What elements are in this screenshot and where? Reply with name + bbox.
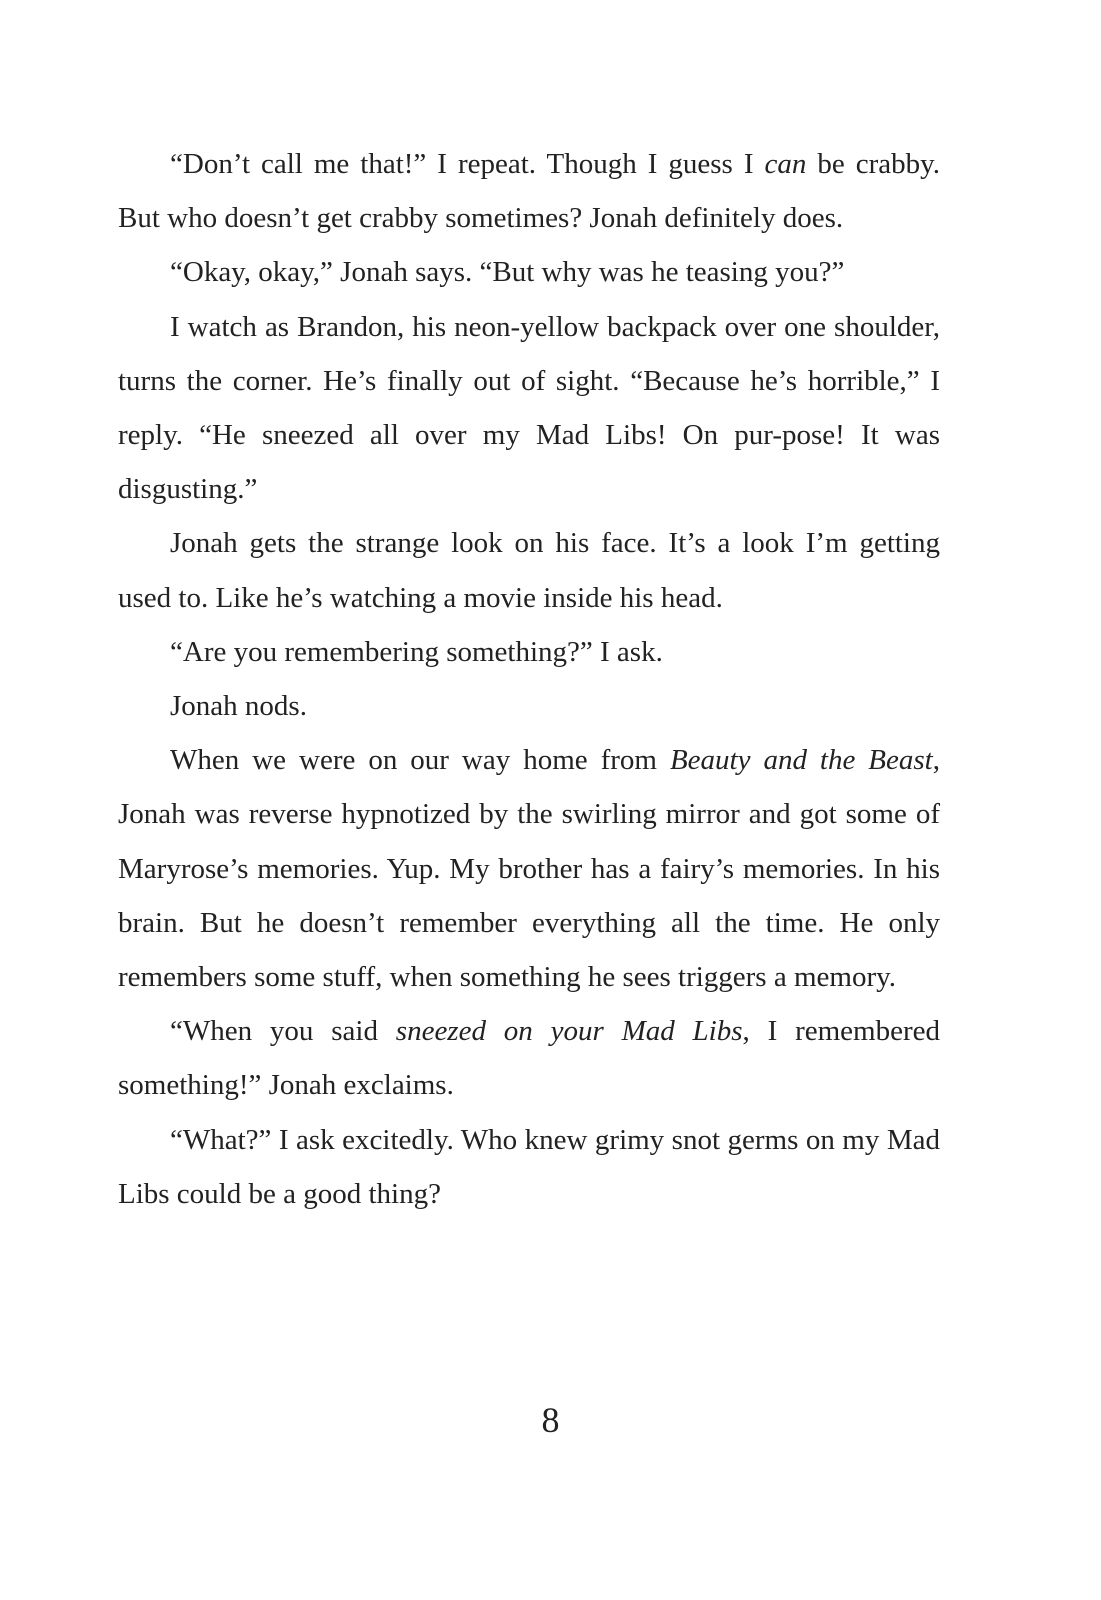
text-run: “Are you remembering something?” I ask. — [170, 635, 663, 668]
paragraph — [118, 245, 940, 299]
paragraph — [118, 1004, 940, 1112]
paragraph — [118, 679, 940, 733]
text-run: , Jonah was reverse hypnotized by the swirling mirror and got some of Maryrose’s memories. Yup. My brother has a fairy’s memories. In his brain. But he doesn’t remember everything all the time. He only remembers some stuff, when something he sees triggers a memory. — [118, 744, 940, 994]
paragraph — [118, 625, 940, 679]
paragraph — [118, 516, 940, 624]
paragraph — [118, 137, 940, 245]
body-text — [118, 137, 940, 1221]
text-run: , I remembered something!” Jonah exclaims. — [118, 1015, 940, 1102]
text-run: be crabby. But who doesn’t get crabby sometimes? Jonah definitely does. — [118, 148, 940, 235]
text-run: I watch as Brandon, his neon-yellow backpack over one shoulder, turns the corner. He’s finally out of sight. “Because he’s horrible,” I reply. “He sneezed all over my Mad Libs! On pur-pose! It was disgusting.” — [118, 310, 940, 506]
text-run: “Don’t call me that!” I repeat. Though I guess I — [170, 148, 765, 180]
italic-text: Beauty and the Beast — [669, 744, 933, 777]
text-run: Jonah gets the strange look on his face. It’s a look I’m getting used to. Like he’s watching a movie inside his head. — [118, 527, 940, 614]
text-run: “Okay, okay,” Jonah says. “But why was he teasing you?” — [170, 256, 845, 289]
paragraph — [118, 1113, 940, 1221]
text-run: “What?” I ask excitedly. Who knew grimy snot germs on my Mad Libs could be a good thing? — [118, 1123, 940, 1210]
text-run: Jonah nods. — [170, 690, 307, 723]
italic-text: sneezed on your Mad Libs — [395, 1015, 743, 1048]
text-run: “When you said — [170, 1015, 396, 1048]
paragraph — [118, 733, 940, 1004]
text-run: When we were on our way home from — [170, 744, 670, 777]
paragraph — [118, 300, 940, 517]
italic-text: can — [764, 148, 807, 180]
page-number: 8 — [541, 1400, 560, 1440]
